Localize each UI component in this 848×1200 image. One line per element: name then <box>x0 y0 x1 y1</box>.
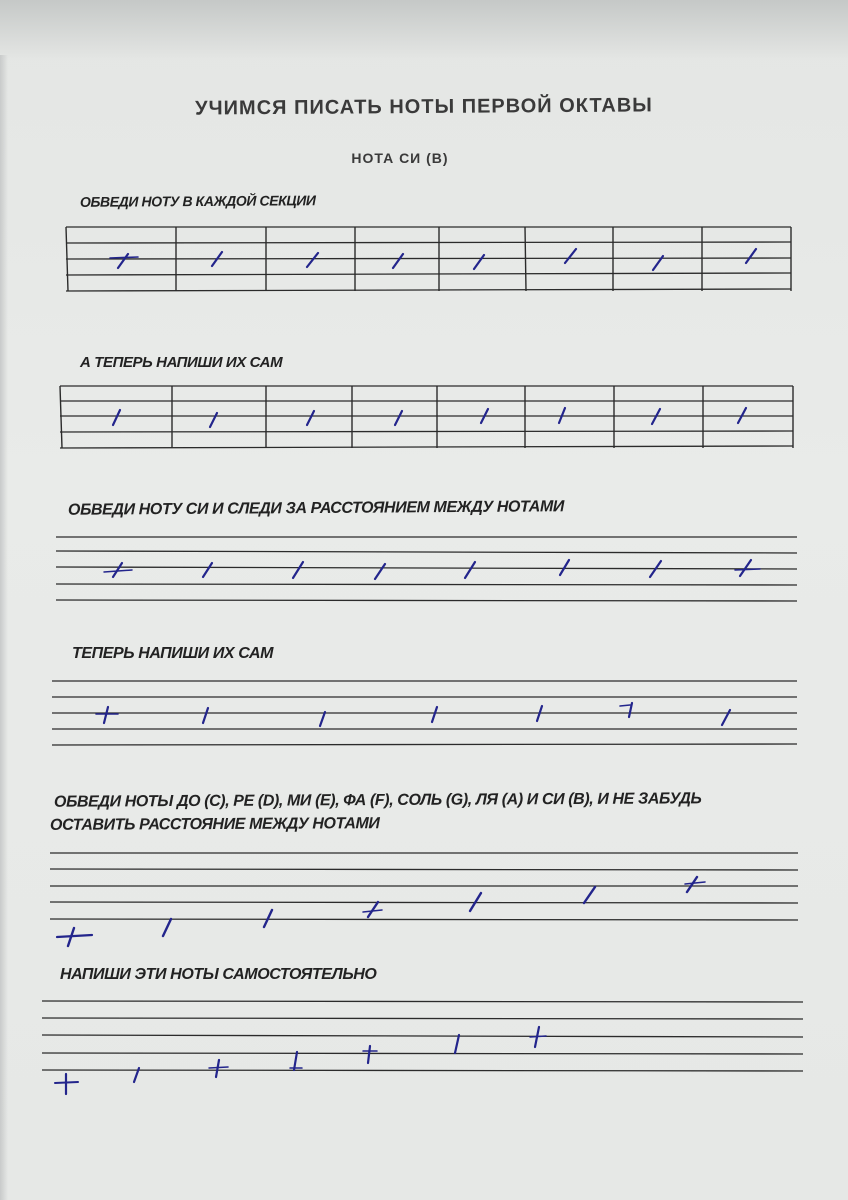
staff-3-line-4 <box>56 584 797 585</box>
staff-4-note-3 <box>320 712 325 726</box>
staff-2-line-4 <box>60 431 793 432</box>
worksheet-title: УЧИМСЯ ПИСАТЬ НОТЫ ПЕРВОЙ ОКТАВЫ <box>195 94 653 120</box>
staff-3-note-1-ledger <box>104 570 132 572</box>
staff-6-line-5 <box>42 1070 803 1071</box>
staff-5-note-3 <box>264 910 272 927</box>
staff-1-note-6 <box>565 249 576 263</box>
staff-3-note-5 <box>465 562 475 578</box>
staff-3-note-3 <box>293 562 303 578</box>
staff-5-note-1-ledger <box>57 935 92 937</box>
staff-4-note-2 <box>203 708 208 723</box>
instruction-trace-scale-line1: ОБВЕДИ НОТЫ ДО (C), РЕ (D), МИ (E), ФА (F), СОЛЬ (G), ЛЯ (A) И СИ (B), И НЕ ЗАБУДЬ <box>53 790 702 811</box>
staff-1-line-4 <box>66 273 791 275</box>
staff-6-line-4 <box>42 1053 803 1054</box>
staff-5-note-6 <box>584 887 595 903</box>
staff-1-note-1 <box>118 254 128 268</box>
staff-1-line-2 <box>66 242 791 243</box>
staff-1-note-5 <box>474 255 484 269</box>
instruction-write-in-sections: А ТЕПЕРЬ НАПИШИ ИХ САМ <box>80 354 283 371</box>
staff-1-line-5 <box>66 289 791 291</box>
instruction-trace-spacing: ОБВЕДИ НОТУ СИ И СЛЕДИ ЗА РАССТОЯНИЕМ МЕЖДУ НОТАМИ <box>67 498 565 519</box>
staff-3-line-3 <box>56 567 797 569</box>
staff-3-note-6 <box>560 560 569 575</box>
staff-1-barline-6 <box>525 227 526 291</box>
staff-6-note-1-ledger <box>55 1082 78 1083</box>
instruction-write-yourself: ТЕПЕРЬ НАПИШИ ИХ САМ <box>72 645 274 662</box>
staff-1-note-1-ledger <box>110 257 138 258</box>
staff-3-note-4 <box>375 564 385 579</box>
staff-1-note-3 <box>307 253 318 267</box>
staff-6-note-3 <box>216 1060 219 1077</box>
staff-5-note-7-dash <box>685 882 705 884</box>
staff-1-note-8 <box>746 249 756 263</box>
staff-2-line-5 <box>60 446 793 448</box>
staff-2-note-1 <box>113 410 120 425</box>
staff-5-line-2 <box>50 869 798 870</box>
staff-6-line-2 <box>42 1018 803 1019</box>
staff-1-barline-1 <box>66 227 68 291</box>
staff-6-line-3 <box>42 1035 803 1037</box>
staff-4-line-5 <box>52 744 797 745</box>
staff-1-note-4 <box>393 254 403 268</box>
staff-2-note-3 <box>307 411 314 425</box>
staff-1-line-3 <box>66 258 791 259</box>
staff-5-line-4 <box>50 902 798 903</box>
staff-6-line-1 <box>42 1001 803 1002</box>
staff-3-note-1 <box>113 563 122 577</box>
staff-5-note-4 <box>368 902 378 917</box>
staff-4-note-4 <box>432 707 437 722</box>
staff-2-barline-1 <box>60 386 62 448</box>
staff-5-note-4-dash <box>363 910 382 912</box>
staff-6-note-5 <box>368 1046 370 1063</box>
staff-5-line-5 <box>50 919 798 920</box>
worksheet-subtitle: НОТА СИ (B) <box>351 150 449 166</box>
staff-3-line-2 <box>56 551 797 553</box>
staff-3-note-2 <box>203 563 212 577</box>
staff-4-note-6-hook <box>620 705 630 706</box>
staff-6-note-3-dash <box>209 1067 228 1068</box>
instruction-trace-scale-line2: ОСТАВИТЬ РАССТОЯНИЕ МЕЖДУ НОТАМИ <box>49 815 380 834</box>
staff-2-note-4 <box>395 411 402 425</box>
staff-6-note-6 <box>455 1035 459 1053</box>
staff-4-note-7 <box>722 710 730 725</box>
staff-3-line-5 <box>56 600 797 601</box>
staff-4-note-1 <box>104 707 108 723</box>
staff-5-note-2 <box>163 919 171 936</box>
staff-3-note-8 <box>740 560 751 576</box>
instruction-write-scale: НАПИШИ ЭТИ НОТЫ САМОСТОЯТЕЛЬНО <box>60 966 377 983</box>
instruction-trace-in-sections: ОБВЕДИ НОТУ В КАЖДОЙ СЕКЦИИ <box>79 192 316 210</box>
staff-3-note-8-ledger <box>735 569 760 570</box>
staff-2-note-2 <box>210 413 217 427</box>
staff-5-note-7 <box>687 877 697 892</box>
staff-6-note-7-dash <box>530 1036 546 1037</box>
